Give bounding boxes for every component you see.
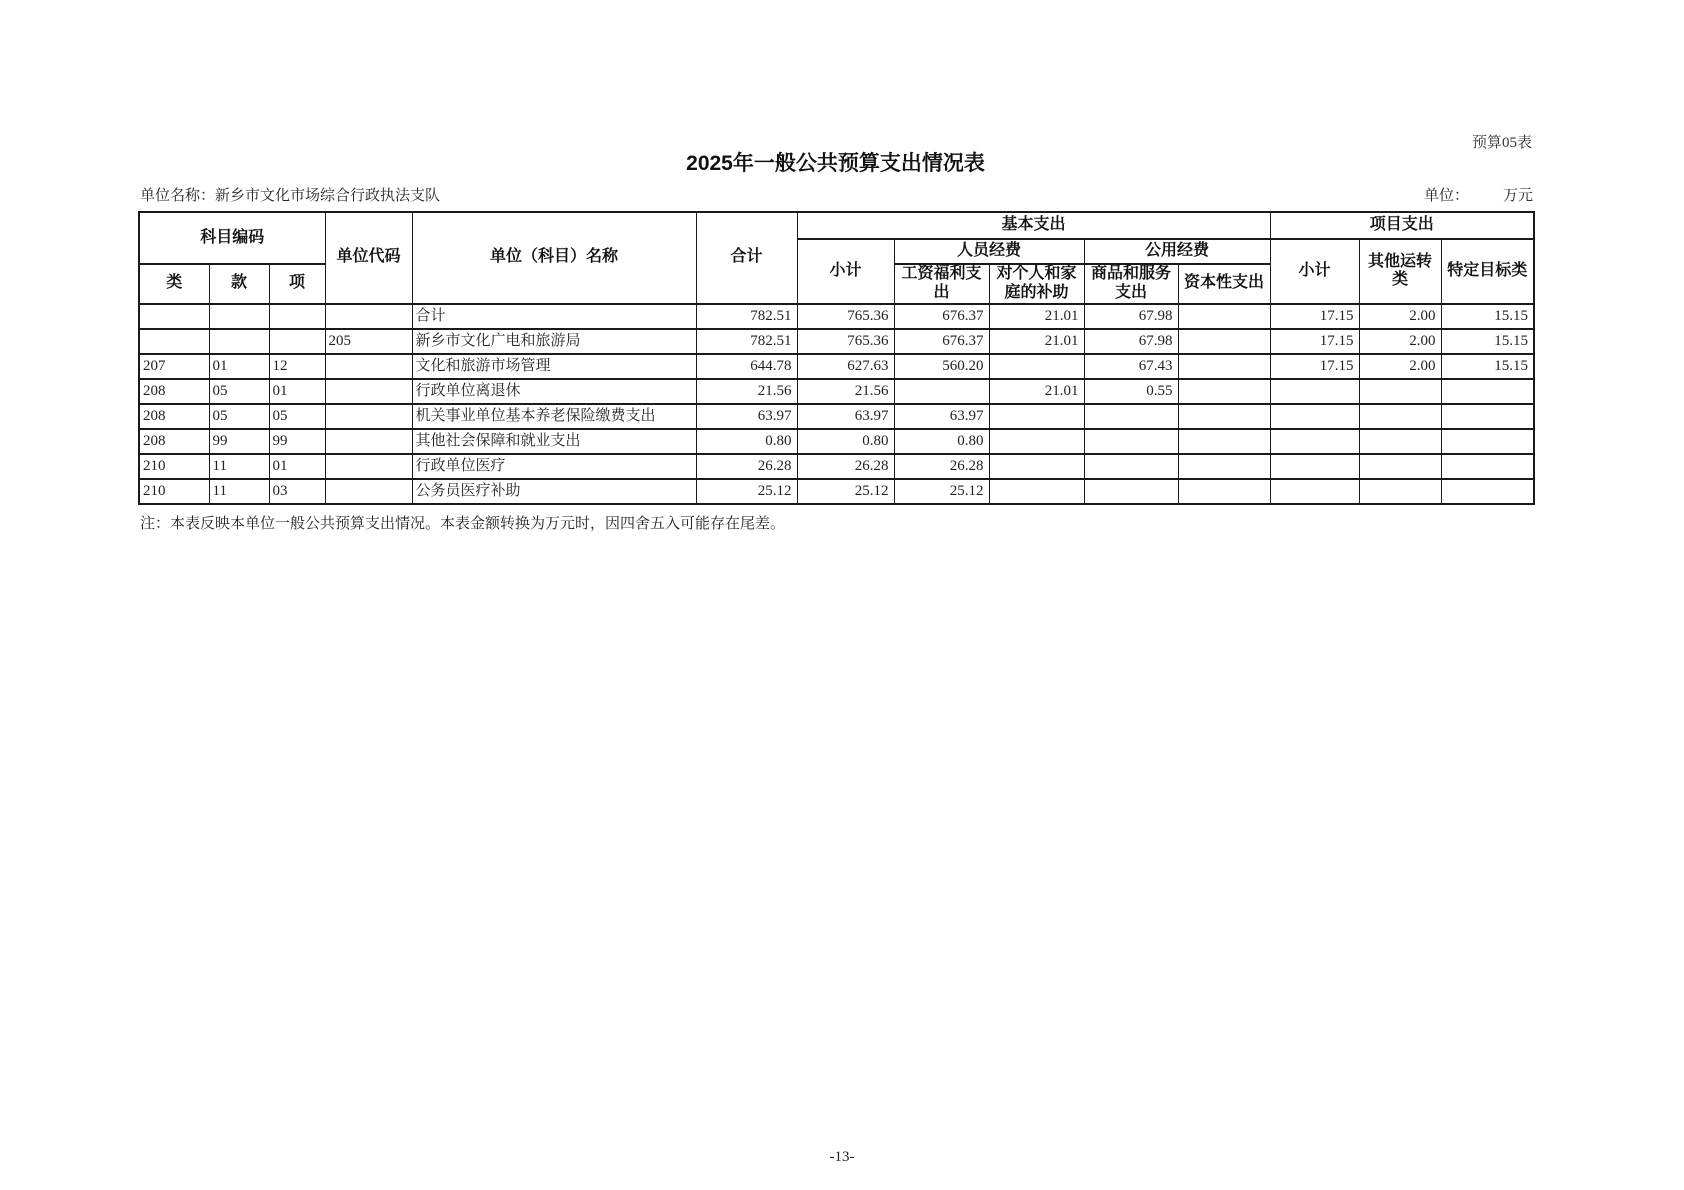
cell-other_operation bbox=[1359, 404, 1441, 429]
cell-basic_subtotal: 765.36 bbox=[797, 304, 894, 329]
table-row bbox=[139, 454, 1534, 479]
cell-basic_subtotal: 25.12 bbox=[797, 479, 894, 504]
th-personnel-funds: 人员经费 bbox=[894, 239, 1084, 264]
cell-total: 782.51 bbox=[696, 329, 797, 354]
cell-other_operation: 2.00 bbox=[1359, 329, 1441, 354]
table-row bbox=[139, 354, 1534, 379]
cell-specific_target: 15.15 bbox=[1441, 354, 1534, 379]
cell-goods_services: 0.55 bbox=[1084, 379, 1178, 404]
table-row bbox=[139, 429, 1534, 454]
cell-capital bbox=[1178, 304, 1270, 329]
cell-project_subtotal bbox=[1270, 429, 1359, 454]
th-other-operation: 其他运转类 bbox=[1359, 239, 1441, 304]
page-title: 2025年一般公共预算支出情况表 bbox=[686, 152, 985, 175]
th-project-subtotal: 小计 bbox=[1270, 239, 1359, 304]
cell-sec: 99 bbox=[209, 429, 269, 454]
cell-unit_code bbox=[325, 354, 412, 379]
cell-other_operation bbox=[1359, 379, 1441, 404]
unit-name-label: 单位名称： bbox=[140, 188, 216, 204]
cell-salary_welfare: 676.37 bbox=[894, 329, 989, 354]
table-header bbox=[139, 212, 1534, 304]
th-public-funds: 公用经费 bbox=[1084, 239, 1270, 264]
cell-name: 机关事业单位基本养老保险缴费支出 bbox=[412, 404, 696, 429]
cell-total: 644.78 bbox=[696, 354, 797, 379]
currency-unit bbox=[1424, 184, 1533, 205]
cell-sec bbox=[209, 329, 269, 354]
cell-cls: 208 bbox=[139, 379, 209, 404]
cell-specific_target bbox=[1441, 404, 1534, 429]
cell-project_subtotal: 17.15 bbox=[1270, 304, 1359, 329]
cell-other_operation bbox=[1359, 479, 1441, 504]
cell-item: 01 bbox=[269, 379, 325, 404]
cell-total: 782.51 bbox=[696, 304, 797, 329]
cell-family_subsidy bbox=[989, 454, 1084, 479]
th-salary-welfare: 工资福利支出 bbox=[894, 264, 989, 304]
cell-unit_code bbox=[325, 404, 412, 429]
cell-cls bbox=[139, 304, 209, 329]
cell-cls: 207 bbox=[139, 354, 209, 379]
table-row bbox=[139, 329, 1534, 354]
cell-goods_services bbox=[1084, 429, 1178, 454]
cell-goods_services bbox=[1084, 404, 1178, 429]
cell-basic_subtotal: 765.36 bbox=[797, 329, 894, 354]
th-specific-target: 特定目标类 bbox=[1441, 239, 1534, 304]
cell-project_subtotal bbox=[1270, 479, 1359, 504]
th-project-expenditure: 项目支出 bbox=[1270, 212, 1534, 239]
cell-sec: 01 bbox=[209, 354, 269, 379]
cell-sec: 05 bbox=[209, 404, 269, 429]
cell-cls: 208 bbox=[139, 429, 209, 454]
cell-sec: 05 bbox=[209, 379, 269, 404]
cell-cls: 208 bbox=[139, 404, 209, 429]
cell-total: 21.56 bbox=[696, 379, 797, 404]
cell-item: 05 bbox=[269, 404, 325, 429]
th-unit-subject-name: 单位（科目）名称 bbox=[412, 212, 696, 304]
cell-project_subtotal bbox=[1270, 379, 1359, 404]
cell-item bbox=[269, 304, 325, 329]
cell-other_operation: 2.00 bbox=[1359, 354, 1441, 379]
cell-basic_subtotal: 627.63 bbox=[797, 354, 894, 379]
th-goods-services: 商品和服务支出 bbox=[1084, 264, 1178, 304]
cell-name: 合计 bbox=[412, 304, 696, 329]
th-item: 项 bbox=[269, 264, 325, 304]
form-code: 预算05表 bbox=[1471, 135, 1532, 151]
unit-info-row bbox=[140, 184, 1533, 205]
cell-capital bbox=[1178, 354, 1270, 379]
th-basic-subtotal: 小计 bbox=[797, 239, 894, 304]
cell-name: 公务员医疗补助 bbox=[412, 479, 696, 504]
th-unit-code: 单位代码 bbox=[325, 212, 412, 304]
cell-salary_welfare: 25.12 bbox=[894, 479, 989, 504]
cell-item: 99 bbox=[269, 429, 325, 454]
cell-salary_welfare: 63.97 bbox=[894, 404, 989, 429]
table-row bbox=[139, 479, 1534, 504]
cell-item: 03 bbox=[269, 479, 325, 504]
currency-unit-value: 万元 bbox=[1502, 188, 1533, 204]
cell-item: 12 bbox=[269, 354, 325, 379]
th-subject-code: 科目编码 bbox=[139, 212, 325, 264]
table-area bbox=[138, 211, 1533, 533]
table-row bbox=[139, 304, 1534, 329]
cell-unit_code: 205 bbox=[325, 329, 412, 354]
unit-name: 新乡市文化市场综合行政执法支队 bbox=[215, 188, 441, 204]
cell-specific_target bbox=[1441, 429, 1534, 454]
budget-table bbox=[138, 211, 1535, 505]
cell-capital bbox=[1178, 479, 1270, 504]
cell-item bbox=[269, 329, 325, 354]
cell-cls bbox=[139, 329, 209, 354]
cell-capital bbox=[1178, 454, 1270, 479]
cell-name: 文化和旅游市场管理 bbox=[412, 354, 696, 379]
th-family-subsidy: 对个人和家庭的补助 bbox=[989, 264, 1084, 304]
cell-unit_code bbox=[325, 429, 412, 454]
table-row bbox=[139, 379, 1534, 404]
cell-goods_services: 67.98 bbox=[1084, 329, 1178, 354]
cell-unit_code bbox=[325, 379, 412, 404]
cell-total: 25.12 bbox=[696, 479, 797, 504]
cell-basic_subtotal: 26.28 bbox=[797, 454, 894, 479]
cell-capital bbox=[1178, 429, 1270, 454]
th-capital: 资本性支出 bbox=[1178, 264, 1270, 304]
cell-other_operation: 2.00 bbox=[1359, 304, 1441, 329]
cell-sec: 11 bbox=[209, 479, 269, 504]
cell-capital bbox=[1178, 404, 1270, 429]
cell-goods_services bbox=[1084, 454, 1178, 479]
cell-goods_services: 67.98 bbox=[1084, 304, 1178, 329]
cell-salary_welfare: 0.80 bbox=[894, 429, 989, 454]
cell-unit_code bbox=[325, 304, 412, 329]
cell-basic_subtotal: 21.56 bbox=[797, 379, 894, 404]
th-basic-expenditure: 基本支出 bbox=[797, 212, 1270, 239]
th-class: 类 bbox=[139, 264, 209, 304]
cell-goods_services: 67.43 bbox=[1084, 354, 1178, 379]
cell-specific_target bbox=[1441, 379, 1534, 404]
cell-family_subsidy: 21.01 bbox=[989, 304, 1084, 329]
th-total: 合计 bbox=[696, 212, 797, 304]
cell-name: 行政单位医疗 bbox=[412, 454, 696, 479]
currency-unit-label: 单位： bbox=[1423, 188, 1469, 204]
cell-name: 新乡市文化广电和旅游局 bbox=[412, 329, 696, 354]
cell-project_subtotal: 17.15 bbox=[1270, 354, 1359, 379]
table-row bbox=[139, 404, 1534, 429]
cell-family_subsidy bbox=[989, 404, 1084, 429]
cell-cls: 210 bbox=[139, 479, 209, 504]
table-body bbox=[139, 304, 1534, 504]
cell-salary_welfare bbox=[894, 379, 989, 404]
cell-project_subtotal bbox=[1270, 454, 1359, 479]
cell-total: 26.28 bbox=[696, 454, 797, 479]
cell-total: 63.97 bbox=[696, 404, 797, 429]
footnote: 注：本表反映本单位一般公共预算支出情况。本表金额转换为万元时，因四舍五入可能存在尾差。 bbox=[140, 515, 786, 532]
cell-project_subtotal bbox=[1270, 404, 1359, 429]
cell-specific_target: 15.15 bbox=[1441, 304, 1534, 329]
cell-specific_target bbox=[1441, 454, 1534, 479]
cell-sec bbox=[209, 304, 269, 329]
cell-salary_welfare: 26.28 bbox=[894, 454, 989, 479]
cell-capital bbox=[1178, 329, 1270, 354]
cell-item: 01 bbox=[269, 454, 325, 479]
cell-unit_code bbox=[325, 479, 412, 504]
cell-basic_subtotal: 63.97 bbox=[797, 404, 894, 429]
cell-total: 0.80 bbox=[696, 429, 797, 454]
cell-family_subsidy: 21.01 bbox=[989, 379, 1084, 404]
cell-salary_welfare: 560.20 bbox=[894, 354, 989, 379]
cell-salary_welfare: 676.37 bbox=[894, 304, 989, 329]
th-section: 款 bbox=[209, 264, 269, 304]
cell-family_subsidy bbox=[989, 354, 1084, 379]
cell-sec: 11 bbox=[209, 454, 269, 479]
cell-family_subsidy: 21.01 bbox=[989, 329, 1084, 354]
cell-name: 其他社会保障和就业支出 bbox=[412, 429, 696, 454]
cell-goods_services bbox=[1084, 479, 1178, 504]
cell-other_operation bbox=[1359, 429, 1441, 454]
cell-family_subsidy bbox=[989, 429, 1084, 454]
cell-family_subsidy bbox=[989, 479, 1084, 504]
cell-specific_target bbox=[1441, 479, 1534, 504]
cell-project_subtotal: 17.15 bbox=[1270, 329, 1359, 354]
cell-specific_target: 15.15 bbox=[1441, 329, 1534, 354]
cell-other_operation bbox=[1359, 454, 1441, 479]
cell-name: 行政单位离退休 bbox=[412, 379, 696, 404]
cell-basic_subtotal: 0.80 bbox=[797, 429, 894, 454]
header-row-1 bbox=[139, 212, 1534, 239]
page-number: -13- bbox=[829, 1149, 855, 1165]
cell-capital bbox=[1178, 379, 1270, 404]
cell-cls: 210 bbox=[139, 454, 209, 479]
cell-unit_code bbox=[325, 454, 412, 479]
